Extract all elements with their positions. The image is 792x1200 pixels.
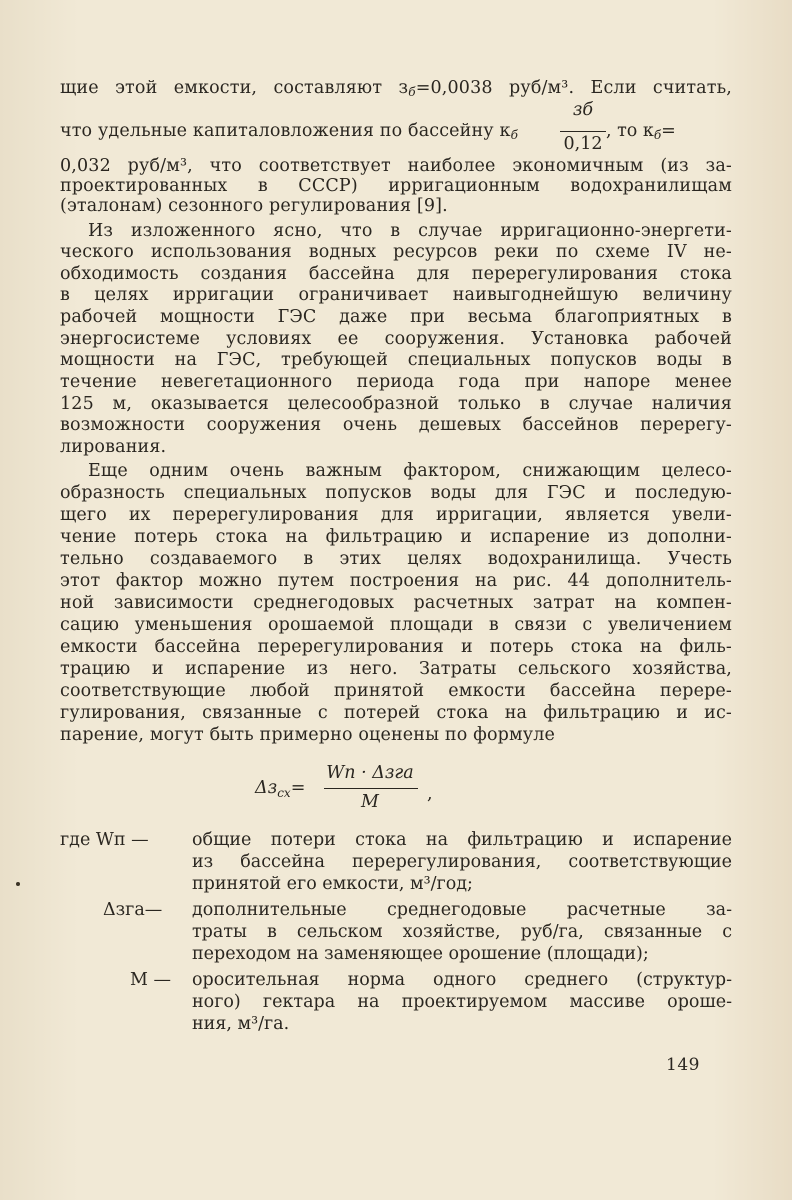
definition-line: принятой его емкости, м³/год; (192, 874, 473, 894)
fraction-denominator: 0,12 (563, 134, 603, 154)
page-number: 149 (666, 1055, 700, 1075)
fraction-numerator: зб (572, 100, 594, 120)
formula-comma: , (427, 784, 433, 804)
definition-line: общие потери стока на фильтрацию и испарение (192, 830, 732, 850)
text-line: трацию и испарение из него. Затраты сельского хозяйства, (60, 659, 732, 679)
definition-term: где Wп — (60, 830, 149, 850)
definition-line: ного) гектара на проектируемом массиве ороше- (192, 992, 732, 1012)
definition-line: траты в сельском хозяйстве, руб/га, связанные с (192, 922, 732, 942)
text-line: рабочей мощности ГЭС даже при весьма благоприятных в (60, 307, 732, 327)
text-line: энергосистеме условиях ее сооружения. Установка рабочей (60, 329, 732, 349)
text-line: Еще одним очень важным фактором, снижающим целесо- (88, 461, 732, 481)
formula-numerator: Wп · Δзга (326, 763, 414, 783)
text-line: щие этой емкости, составляют зб=0,0038 руб/м³. Если считать, (60, 78, 732, 99)
text-line: 0,032 руб/м³, что соответствует наиболее экономичным (из за- (60, 156, 732, 176)
text-line: гулирования, связанные с потерей стока на фильтрацию и ис- (60, 703, 732, 723)
text-line: проектированных в СССР) ирригационным водохранилищам (60, 176, 732, 196)
text-line: этот фактор можно путем построения на рис. 44 дополнитель- (60, 571, 732, 591)
text-line: щего их перерегулирования для ирригации, является увели- (60, 505, 732, 525)
text-line: обходимость создания бассейна для перерегулирования стока (60, 264, 732, 284)
text-line: 125 м, оказывается целесообразной только в случае наличия (60, 394, 732, 414)
text-line: Из изложенного ясно, что в случае ирригационно-энергети- (88, 221, 732, 241)
text-line: мощности на ГЭС, требующей специальных попусков воды в (60, 350, 732, 370)
text-line: лирования. (60, 437, 167, 457)
text-line: соответствующие любой принятой емкости бассейна перере- (60, 681, 732, 701)
text-line: чение потерь стока на фильтрацию и испарение из дополни- (60, 527, 732, 547)
text-line: в целях ирригации ограничивает наивыгоднейшую величину (60, 285, 732, 305)
text-line: ческого использования водных ресурсов реки по схеме IV не- (60, 242, 732, 262)
definition-line: из бассейна перерегулирования, соответствующие (192, 852, 732, 872)
margin-dot (16, 882, 20, 886)
text-fragment: , то кб= (606, 121, 676, 142)
text-line: тельно создаваемого в этих целях водохранилища. Учесть (60, 549, 732, 569)
text-line: что удельные капиталовложения по бассейну кб (60, 121, 519, 142)
definition-line: оросительная норма одного среднего (структур- (192, 970, 732, 990)
text-line: сацию уменьшения орошаемой площади в связи с увеличением (60, 615, 732, 635)
text-line: парение, могут быть примерно оценены по формуле (60, 725, 555, 745)
formula-denominator: М (361, 792, 379, 812)
formula-lhs: $\Delta з_{сх}=$ (255, 778, 306, 800)
text-line: возможности сооружения очень дешевых бассейнов перерегу- (60, 415, 732, 435)
formula-fraction-bar (324, 788, 418, 789)
text-line: ной зависимости среднегодовых расчетных затрат на компен- (60, 593, 732, 613)
fraction-bar (560, 131, 606, 132)
definition-term: М — (130, 970, 171, 990)
definition-line: переходом на заменяющее орошение (площади); (192, 944, 649, 964)
text-line: емкости бассейна перерегулирования и потерь стока на филь- (60, 637, 732, 657)
text-line: (эталонам) сезонного регулирования [9]. (60, 196, 448, 216)
text-line: течение невегетационного периода года при напоре менее (60, 372, 732, 392)
definition-line: дополнительные среднегодовые расчетные за- (192, 900, 732, 920)
definition-line: ния, м³/га. (192, 1014, 290, 1034)
definition-term: Δзга— (103, 900, 163, 920)
text-line: образность специальных попусков воды для ГЭС и последую- (60, 483, 732, 503)
